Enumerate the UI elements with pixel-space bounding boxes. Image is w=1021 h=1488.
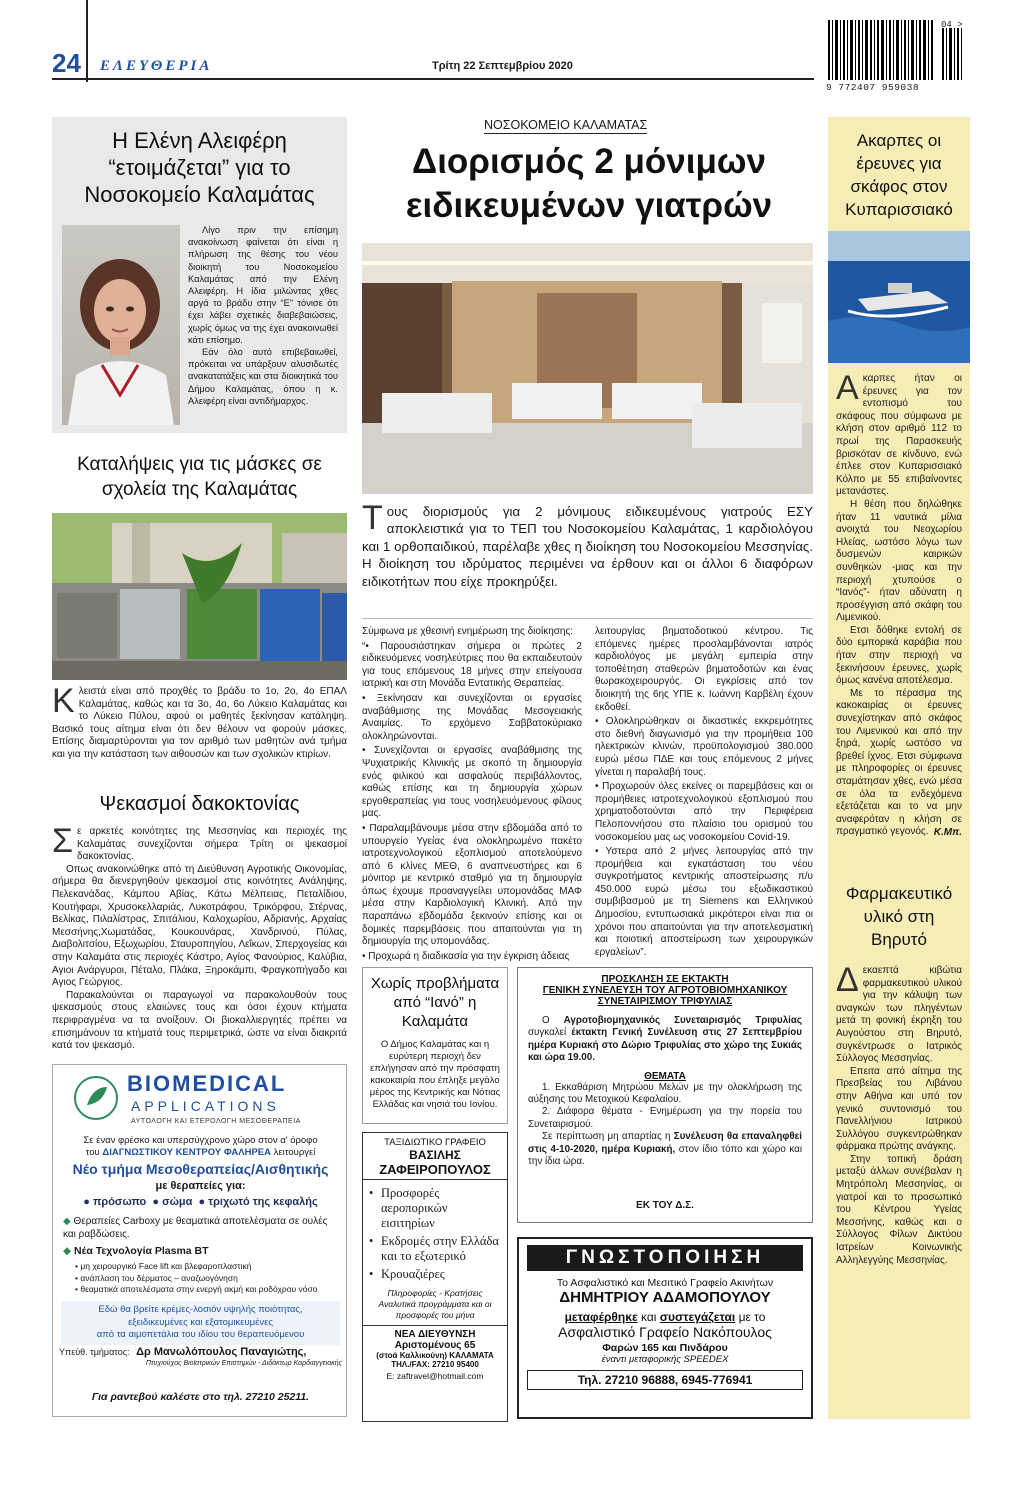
travel-addr-2: (στοά Καλλικούνη) ΚΑΛΑΜΑΤΑ: [376, 1351, 494, 1360]
biomedical-sub: APPLICATIONS: [131, 1098, 280, 1114]
spraying-text: [52, 822, 347, 1053]
biomedical-intro-1: Σε έναν φρέσκο και υπερσύγχρονο χώρο στον α' όροφο: [83, 1135, 318, 1146]
biomedical-areas: ● πρόσωπο ● σώμα ● τριχωτό της κεφαλής: [83, 1196, 318, 1208]
notice-title: ΓΝΩΣΤΟΠΟΙΗΣΗ: [527, 1245, 803, 1271]
school-bins-image: [52, 513, 347, 680]
dot-icon: •: [369, 1234, 374, 1248]
invitation-title-1: ΠΡΟΣΚΛΗΣΗ ΣΕ ΕΚΤΑΚΤΗ: [601, 974, 729, 985]
travel-phone: ΤΗΛ./FAX: 27210 95400: [391, 1360, 479, 1369]
sidebar-paragraph-2: Η θέση που δηλώθηκε ήταν 11 ναυτικά μίλια ανοιχτά του Νεοχωρίου Ηλείας, ωστόσο λόγω των δυσμενών καιρικών συνθηκών -μιας και την περιοχή χτυπούσε ο “Ιανός”- ήταν αδύνατη η προσέγγιση από σκάφη του Λιμενικού.: [836, 498, 962, 624]
pharma-title: Φαρμακευτικό υλικό στη Βηρυτό: [845, 883, 953, 949]
travel-list: • Προσφορές αεροπορικών εισιτηρίων • Εκδρομές στην Ελλάδα και το εξωτερικό • Κρουαζιέρες: [369, 1186, 499, 1281]
spraying-paragraph-3: Παρακαλούνται οι παραγωγοί να παρακολουθούν τους ψεκασμούς στους ελαιώνες τους και όσοι έχουν κτήματα περιφραγμένα να τα ανοίξουν. Οι βιοκαλλιεργητές πρέπει να επισημάνουν τα κτήματά τους περιμετρικά, ώστε να είναι διακριτά κατά τον ψεκασμό.: [52, 989, 347, 1052]
sidebar-signature: Κ.Μπ.: [933, 826, 962, 838]
hospital-room-image: [362, 243, 813, 494]
notice-line-7: Τηλ. 27210 96888, 6945-776941: [527, 1370, 803, 1390]
main-headline: Διορισμός 2 μόνιμων ειδικευμένων γιατρών: [405, 142, 773, 225]
sidebar-text: [836, 369, 962, 838]
iano-body: Ο Δήμος Καλαμάτας και η ευρύτερη περιοχή δεν επλήγησαν από την πρόσφατη κακοκαιρία που έπληξε μεγάλο μέρος της Κεντρικής και Νότιας Ελλάδας και νησιά του Ιονίου.: [369, 1039, 501, 1110]
masks-body: Κλειστά είναι από προχθές το βράδυ το 1ο, 2ο, 4ο ΕΠΑΛ Καλαμάτας, καθώς και τα 3ο, 4ο, 6ο Λύκειο Καλαμάτας και το Λύκειο Πύλου, αφού οι μαθητές ξεκίνησαν κατάληψη. Βασικό τους αίτημα είναι ότι δεν θέλουν να φορούν μάσκες. Επίσης διαμαρτύρονται για τον αριθμό των μαθητών ανά τμήμα και για την κατάσταση των αιθουσών και των σχολικών κτιρίων.: [52, 682, 347, 760]
travel-email: E: zaftravel@hotmail.com: [386, 1371, 484, 1381]
biomedical-plasma-list: • μη χειρουργικό Face lift και βλεφαροπλαστική • ανάπλαση του δέρματος – αναζωογόνηση • θεαματικά αποτελέσματα στην ενεργή ακμή και ροδόχρου νόσο: [75, 1261, 318, 1294]
masthead-divider-v: [86, 0, 88, 82]
sidebar-paragraph-1: Ακαρπες ήταν οι έρευνες για τον εντοπισμό του σκάφους που σύμφωνα με κλήση στον αριθμό 112 το πρωί της Παρασκευής βρισκόταν σε κίνδυνο, ενώ έπλεε στον Κυπαρισσιακό Κόλπο με 55 επιβαίνοντες μετανάστες.: [836, 369, 962, 498]
dot-icon: •: [75, 1284, 81, 1294]
check-icon: ◆: [63, 1216, 74, 1227]
main-col-2-p1: • Ολοκληρώθηκαν οι δικαστικές εκκρεμότητες στο διεθνή διαγωνισμό για την προμήθεια 100 ηλεκτρικών κλινών, προϋπολογισμού 380.000 ευρώ μέσω ΠΔΕ και τους επόμενους 2 μήνες γίνεται η παραλαβή τους.: [595, 716, 813, 778]
dot-icon: •: [75, 1261, 81, 1271]
masks-title: Καταλήψεις για τις μάσκες σε σχολεία της Καλαμάτας: [77, 454, 322, 500]
leaf-logo-icon: [73, 1075, 119, 1121]
biomedical-creams: Εδώ θα βρείτε κρέμες-λοσιόν υψηλής ποιότητας, εξειδικευμένες και εξατομικευμένες από τα αιμοπετάλια του ιδίου του θεραπευόμενου: [61, 1301, 340, 1345]
main-col-2-p0: λειτουργίας βηματοδοτικού κέντρου. Τις επόμενες ημέρες προσλαμβάνονται ιατρός καρδιολόγος με μεγάλη εμπειρία στην τοποθέτηση σταθερών βηματοδοτών και ένας θωρακοχειρουργός. Οι εγκρίσεις από τον διοικητή της 6ης ΥΠΕ κ. Ιωάννη Καρβέλη έχουν εκδοθεί.: [595, 626, 813, 713]
travel-name-2: ΖΑΦΕΙΡΟΠΟΥΛΟΣ: [363, 1162, 507, 1180]
main-lead: Τους διορισμούς για 2 μόνιμους ειδικευμένους γιατρούς ΕΣΥ αποκλειστικά για το ΤΕΠ του Νοσοκομείου Καλαμάτας, 1 καρδιολόγου και 1 ορθοπαιδικού, παρέλαβε χθες η διοίκηση του Νοσοκομείου Μεσσηνίας. Η διοίκηση του ιδρύματος περιμένει να έρθουν και οι άλλοι 6 διαφόρων ειδικοτήτων που είχε προκηρύξει.: [362, 499, 813, 589]
biomedical-intro-2: του ΔΙΑΓΝΩΣΤΙΚΟΥ ΚΕΝΤΡΟΥ ΦΑΛΗΡΕΑ λειτουργεί: [85, 1147, 316, 1158]
main-photo: [362, 243, 813, 494]
main-kicker: ΝΟΣΟΚΟΜΕΙΟ ΚΑΛΑΜΑΤΑΣ: [484, 118, 648, 132]
dot-icon: •: [75, 1272, 81, 1283]
pharma-paragraph-1: Δεκαεπτά κιβώτια φαρμακευτικού υλικού για την κάλυψη των αναγκών των πληγέντων μετά τη φονική έκρηξη του Αυγούστου στη Βηρυτό, συγκέντρωσε ο Ιατρικός Σύλλογος Μεσσηνίας.: [836, 960, 962, 1065]
main-col-1-p2: • Ξεκίνησαν και συνεχίζονται οι εργασίες αναβάθμισης της Μονάδας Μεσογειακής Αναιμίας. Το ερχόμενο Σαββατοκύριακο ολοκληρώνονται.: [362, 692, 582, 742]
invitation-themes: ΘΕΜΑΤΑ: [644, 1070, 686, 1082]
aleiferi-photo: [62, 225, 180, 425]
travel-label: ΤΑΞΙΔΙΩΤΙΚΟ ΓΡΑΦΕΙΟ: [384, 1137, 486, 1148]
invitation-theme-2: 2. Διάφορα θέματα - Ενημέρωση για την πορεία του Συνεταιρισμού.: [528, 1106, 802, 1130]
notice-line-2: ΔΗΜΗΤΡΙΟΥ ΑΔΑΜΟΠΟΥΛΟΥ: [559, 1289, 771, 1306]
invitation-sign: ΕΚ ΤΟΥ Δ.Σ.: [636, 1200, 694, 1211]
boat-image: [828, 231, 970, 363]
notice-line-1: Το Ασφαλιστικό και Μεσιτικό Γραφείο Ακινήτων: [556, 1277, 774, 1289]
biomedical-intro: [59, 1135, 342, 1159]
page-number: 24: [52, 48, 81, 78]
main-col-1-p1: “• Παρουσιάστηκαν σήμερα οι πρώτες 2 ειδικευόμενες νοσηλεύτριες που θα εκπαιδευτούν για τους επόμενους 18 μήνες στην επείγουσα ιατρική και στη Μονάδα Εντατικής Θεραπείας.: [362, 640, 582, 690]
aleiferi-title: Η Ελένη Αλειφέρη “ετοιμάζεται” για το Νοσοκομείο Καλαμάτας: [84, 128, 315, 207]
invitation-box: [517, 967, 813, 1223]
masthead-rule: [52, 78, 814, 80]
biomedical-tag: ΑΥΤΟΛΟΓΗ ΚΑΙ ΕΤΕΡΟΛΟΓΗ ΜΕΣΟΘΕΡΑΠΕΙΑ: [131, 1118, 301, 1125]
iano-title: Χωρίς προβλήματα από “Ιανό” η Καλαμάτα: [370, 975, 500, 1030]
portrait-image: [62, 225, 180, 425]
spraying-title: Ψεκασμοί δακοκτονίας: [99, 793, 300, 815]
dot-icon: •: [369, 1267, 374, 1281]
lead-rule: [362, 618, 813, 619]
right-sidebar: [828, 117, 970, 1419]
travel-new-addr: ΝΕΑ ΔΙΕΥΘΥΝΣΗ: [394, 1329, 476, 1340]
aleiferi-text: [188, 224, 338, 407]
pharma-text: [836, 960, 962, 1267]
notice-line-4: Ασφαλιστικό Γραφείο Νακόπουλος: [558, 1324, 772, 1340]
invitation-p1: Ο Αγροτοβιομηχανικός Συνεταιρισμός Τριφυλίας συγκαλεί έκτακτη Γενική Συνέλευση στις 27 Σεπτεμβρίου ημέρα Κυριακή στο Δώριο Τριφυλίας στο χώρο της Συκιάς και ώρα 19.00.: [528, 1015, 802, 1064]
sidebar-paragraph-3: Ετσι δόθηκε εντολή σε δύο εμπορικά καράβια που ήταν στην περιοχή να ξεκινήσουν έρευνες, χωρίς όμως κανένα αποτέλεσμα.: [836, 624, 962, 687]
biomedical-new-dept: Νέο τμήμα Μεσοθεραπείας/Αισθητικής: [72, 1161, 329, 1177]
travel-addr: Αριστομένους 65: [394, 1340, 476, 1351]
invitation-p2: Σε περίπτωση μη απαρτίας η Συνέλευση θα επαναληφθεί στις 4-10-2020, ημέρα Κυριακή, στον ίδιο τόπο και χώρο και την ίδια ώρα.: [528, 1131, 802, 1168]
main-col-2-p2: • Προχωρούν όλες εκείνες οι παρεμβάσεις και οι προμήθειες ιατροτεχνολογικού εξοπλισμού που χρηματοδοτούνται από την Περιφέρεια Πελοποννήσου στο πλαίσιο του ορισμού του νοσοκομείου μας ως νοσοκομείου Covid-19.: [595, 781, 813, 843]
masthead: [0, 0, 1021, 100]
pharma-paragraph-3: Στην τοπική δράση μεταξύ άλλων συνέβαλαν η Μητρόπολη Μεσσηνίας, οι γιατροί και το προσωπικό του Κέντρου Υγείας Μεσσήνης, καθώς και ο Σύλλογος Φίλων Δικτύου Ιατρείων Κοινωνικής Αλληλεγγύης Μεσσηνίας.: [836, 1153, 962, 1266]
main-col-1: [362, 626, 582, 963]
issue-date: Τρίτη 22 Σεπτεμβρίου 2020: [432, 60, 573, 72]
biomedical-ad: [52, 1064, 347, 1417]
main-col-1-p3: • Συνεχίζονται οι εργασίες αναβάθμισης της Ψυχιατρικής Κλινικής με σκοπό τη δημιουργία ενός φιλικού και ασφαλούς περιβάλλοντος, καθώς επίσης και τη δημιουργία χώρων εργοθεραπείας για τους νοσηλευόμενους φίλους μας.: [362, 745, 582, 820]
barcode-number: 9 772407 959038: [826, 82, 920, 93]
notice-line-3: μεταφέρθηκε και συστεγάζεται με το: [564, 1310, 766, 1324]
notice-line-6: έναντι μεταφορικής SPEEDEX: [601, 1354, 729, 1365]
sidebar-photo: [828, 231, 970, 363]
spraying-paragraph-2: Οπως ανακοινώθηκε από τη Διεύθυνση Αγροτικής Οικονομίας, σήμερα θα διενεργηθούν ψεκασμοί στις κοινότητες Ανάληψης, Πελεκανάδας, Κάμπου Αβίας, Κάτω Μέλπειας, Πεταλίδιου, Κουτήφαρι, Χρυσοκελλαριάς, Λυκοτράφου, Τρικόρφου, Στέρνας, Βελίκας, Πιλαλίστρας, Σπιτάλιου, Καλοχωρίου, Αδριανής, Αρχαίας Μεσσήνης,Χωματάδας, Κουκουνάρας, Χανδρινού, Πύλας, Διαβολιτσίου, Εξωχωρίου, Σταυροπηγίου, Λεΐκων, Σπερχογείας και στην Καλαμάτα στις περιοχές Κάστρο, Αγίος Φανούριος, Καλύβια, Αγιοι Ανάργυροι, Πέταλο, Πλάκα, Ξηροκάμπι, Φραγκοπήγαδο και Αγιος Γεώργιος.: [52, 863, 347, 989]
spraying-paragraph-1: Σε αρκετές κοινότητες της Μεσσηνίας και περιοχές της Καλαμάτας συνεχίζονται σήμερα Τρίτη οι ψεκασμοί δακοκτονίας.: [52, 822, 347, 863]
dot-icon: •: [369, 1186, 374, 1200]
pharma-paragraph-2: Επειτα από αίτημα της Πρεσβείας του Λιβάνου στην Αθήνα και υπό τον γενικό συντονισμό του Πανελλήνιου Ιατρικού Συλλόγου συγκεντρώθηκαν φάρμακα πρώτης ανάγκης.: [836, 1065, 962, 1153]
main-col-1-p4: • Παραλαμβάνουμε μέσα στην εβδομάδα από το υπουργείο Υγείας ένα ολοκληρωμένο πακέτο ιατροτεχνολογικού εξοπλισμού αποτελούμενο από 6 κλίνες ΜΕΘ, 6 αναπνευστήρες και 6 μόνιτορ με κεντρικό σταθμό για τη δημιουργία όπως έχουμε προαναγγείλει υπομονάδας ΜΑΦ μέσα στην Καρδιολογική Κλινική. Από την παραπάνω εβδομάδα ξεκινούν επίσης και οι δομικές παρεμβάσεις που απαιτούνται για τη δημιουργία της υπομονάδας.: [362, 822, 582, 948]
biomedical-plasma: ◆ Νέα Τεχνολογία Plasma BT: [63, 1245, 209, 1257]
sidebar-paragraph-4: Με το πέρασμα της κακοκαιρίας οι έρευνες συνεχίστηκαν από σκάφος του Λιμενικού και από την ξηρά, χωρίς ωστόσο να βρεθεί ίχνος. Ετσι σύμφωνα με πληροφορίες οι έρευνες σταμάτησαν χθες, ενώ μέσα σε όλα τα ενδεχόμενα εξετάζεται και το να μην αναφερόταν η κλήση σε πραγματικό γεγονός.: [836, 687, 962, 838]
paper-name: ΕΛΕΥΘΕΡΙΑ: [100, 58, 213, 74]
biomedical-therapies-for: με θεραπείες για:: [155, 1180, 246, 1192]
travel-name-1: ΒΑΣΙΛΗΣ: [409, 1148, 461, 1162]
main-col-2: [595, 626, 813, 959]
main-col-1-p5: • Προχωρά η διαδικασία για την έγκριση άδειας: [362, 950, 570, 962]
main-col-2-p3: • Υστερα από 2 μήνες λειτουργίας από την προμήθεια και εγκατάσταση του νέου συγκροτήματος κεντρικής αποστείρωσης π/υ 450.000 ευρώ μέσω του εξωδικαστικού συμβιβασμού με τη Siemens και Ελληνικού Δημοσίου, εντυπωσιακά μικρότεροι είναι πια οι χρόνοι που απαιτούνται για την αποτελεσματική και ποιοτική αποστείρωση των χειρουργικών εργαλείων”.: [595, 846, 813, 958]
biomedical-word: BIOMEDICAL: [127, 1071, 287, 1096]
invitation-theme-1: 1. Εκκαθάριση Μητρώου Μελών με την ολοκλήρωση της αύξησης του Μετοχικού Κεφαλαίου.: [528, 1081, 802, 1106]
biomedical-responsible: Υπεύθ. τμήματος: Δρ Μανωλόπουλος Παναγιώτης, Πτυχιούχος Βιοϊατρικών Επιστημών - Διδάκτωρ Καρδιαγγειακής: [59, 1346, 342, 1367]
travel-info: Πληροφορίες - Κρατήσεις Αναλυτικά προγράμματα και οι προσφορές του μήνα: [363, 1282, 507, 1326]
masks-photo: [52, 513, 347, 680]
aleiferi-paragraph-1: Λίγο πριν την επίσημη ανακοίνωση φαίνεται ότι είναι η πλήρωση της θέσης του νέου διοικητή του Νοσοκομείου Καλαμάτας από την Ελένη Αλειφέρη. Η ίδια μιλώντας χθες αργά το βράδυ στην “Ε” τόνισε ότι έχει λάβει σχετικές διαβεβαιώσεις, χωρίς όμως να της έχει ανακοινωθεί κάτι επίσημο.: [188, 225, 338, 345]
invitation-title-2: ΓΕΝΙΚΗ ΣΥΝΕΛΕΥΣΗ ΤΟΥ ΑΓΡΟΤΟΒΙΟΜΗΧΑΝΙΚΟΥ: [542, 985, 788, 996]
check-icon: ◆: [63, 1245, 74, 1257]
iano-box: [362, 967, 508, 1124]
sidebar-title: Ακαρπες οι έρευνες για σκάφος στον Κυπαρισσιακό: [845, 131, 953, 219]
main-col-1-p0: Σύμφωνα με χθεσινή ενημέρωση της διοίκησης:: [362, 626, 574, 637]
notice-line-5: Φαρών 165 και Πινδάρου: [602, 1342, 728, 1354]
aleiferi-box: [52, 117, 347, 433]
aleiferi-paragraph-2: Εάν όλο αυτό επιβεβαιωθεί, πρόκειται να υπάρξουν αλυσιδωτές ανακατατάξεις και στα διοικητικά του Δήμου Καλαμάτας, όπου η κ. Αλειφέρη είναι αντιδήμαρχος.: [188, 347, 338, 406]
biomedical-appointment: Για ραντεβού καλέστε στο τηλ. 27210 25211.: [91, 1391, 310, 1403]
issue-code: 04 >: [941, 20, 963, 30]
notice-box: [517, 1237, 813, 1419]
travel-ad: [362, 1132, 508, 1422]
biomedical-carboxy: ◆ Θεραπείες Carboxy με θεαματικά αποτελέσματα σε ουλές και ραβδώσεις.: [63, 1216, 328, 1240]
invitation-title-3: ΣΥΝΕΤΑΙΡΙΣΜΟΥ ΤΡΙΦΥΛΙΑΣ: [597, 996, 733, 1007]
